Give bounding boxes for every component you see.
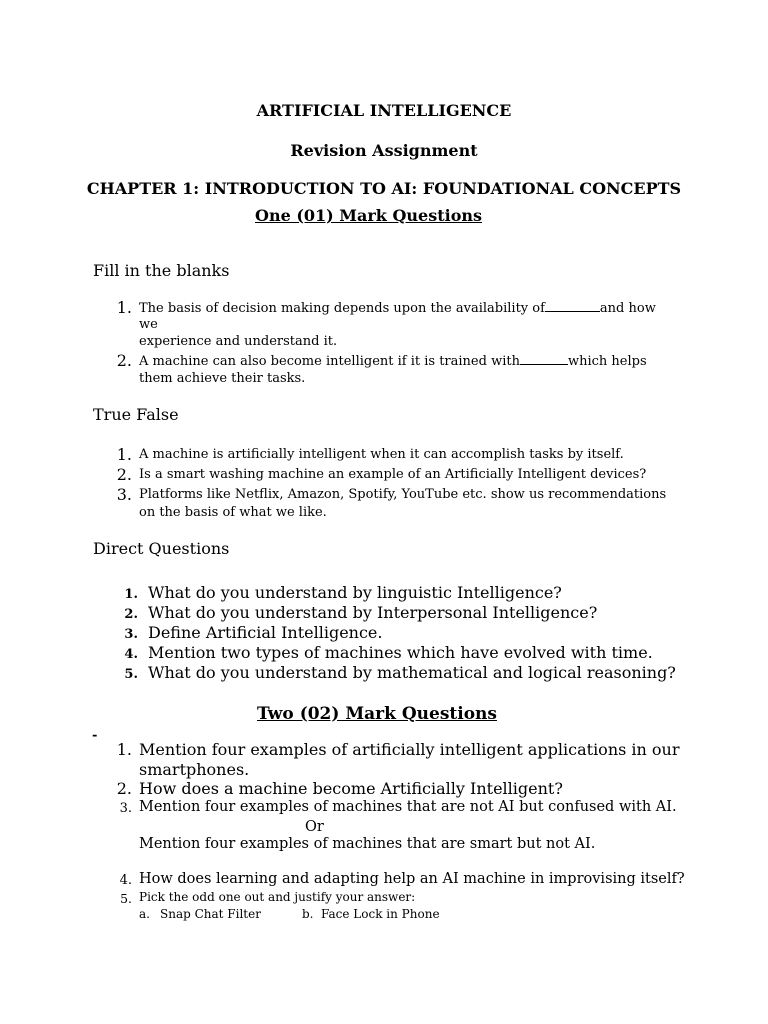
list-item: Mention four examples of machines that are not AI but confused with AI.	[139, 799, 677, 815]
or-separator: Or	[305, 819, 324, 835]
list-number: 2.	[116, 465, 132, 484]
list-item: Mention four examples of artificially intelligent applications in our	[139, 740, 680, 759]
list-number: 3.	[124, 627, 138, 642]
question-text-cont: and how	[599, 301, 656, 316]
list-item: How does learning and adapting help an AI machine in improvising itself?	[139, 871, 685, 887]
option-text: Snap Chat Filter	[160, 907, 261, 921]
list-item: A machine is artificially intelligent when it can accomplish tasks by itself.	[139, 447, 624, 462]
list-item: What do you understand by linguistic Intelligence?	[148, 583, 562, 602]
list-item: How does a machine become Artificially Intelligent?	[139, 779, 563, 798]
question-text-line: we	[139, 317, 158, 332]
list-number: 1.	[116, 740, 132, 759]
list-item: Is a smart washing machine an example of an Artificially Intelligent devices?	[139, 467, 647, 482]
two-mark-heading: Two (02) Mark Questions	[257, 704, 497, 724]
list-number: 4.	[119, 873, 132, 888]
list-item	[139, 353, 647, 369]
list-number: 2.	[116, 351, 132, 370]
list-number: 2.	[124, 607, 138, 622]
question-text-line: on the basis of what we like.	[139, 505, 327, 520]
question-text-line: smartphones.	[139, 760, 250, 779]
list-number: 1.	[116, 298, 132, 317]
chapter-heading: CHAPTER 1: INTRODUCTION TO AI: FOUNDATIONAL CONCEPTS	[86, 179, 682, 198]
list-number: 1.	[124, 587, 138, 602]
question-text: A machine can also become intelligent if it is trained with	[139, 354, 520, 369]
list-number: 5.	[120, 891, 132, 906]
list-number: 2.	[116, 779, 132, 798]
question-text: The basis of decision making depends upon the availability of	[139, 301, 545, 316]
list-item: Platforms like Netflix, Amazon, Spotify, YouTube etc. show us recommendations	[139, 487, 667, 502]
list-item: What do you understand by mathematical and logical reasoning?	[148, 663, 676, 682]
one-mark-heading: One (01) Mark Questions	[255, 206, 482, 225]
question-text-line: them achieve their tasks.	[139, 371, 306, 386]
list-item: What do you understand by Interpersonal Intelligence?	[148, 603, 598, 622]
list-item: Mention two types of machines which have evolved with time.	[148, 643, 653, 662]
list-number: 4.	[124, 647, 138, 662]
document-subtitle: Revision Assignment	[290, 141, 478, 160]
list-item: Define Artificial Intelligence.	[148, 623, 383, 642]
blank-line	[545, 300, 600, 312]
question-text-line: Mention four examples of machines that are smart but not AI.	[139, 836, 596, 852]
list-number: 1.	[116, 445, 132, 464]
list-item: Pick the odd one out and justify your answer:	[139, 890, 416, 904]
question-text-line: experience and understand it.	[139, 334, 338, 349]
question-text-cont: which helps	[567, 354, 647, 369]
document-title: ARTIFICIAL INTELLIGENCE	[256, 101, 512, 120]
list-number: 5.	[124, 667, 138, 682]
list-number: 3.	[119, 801, 132, 816]
fill-blanks-heading: Fill in the blanks	[93, 261, 230, 280]
option-label: a.	[139, 907, 150, 921]
direct-questions-heading: Direct Questions	[93, 539, 230, 558]
list-item	[139, 300, 656, 316]
stray-dash: -	[92, 728, 98, 743]
true-false-heading: True False	[93, 405, 179, 424]
list-number: 3.	[116, 485, 132, 504]
blank-line	[520, 353, 568, 365]
option-text: Face Lock in Phone	[321, 907, 440, 921]
option-label: b.	[302, 907, 314, 921]
